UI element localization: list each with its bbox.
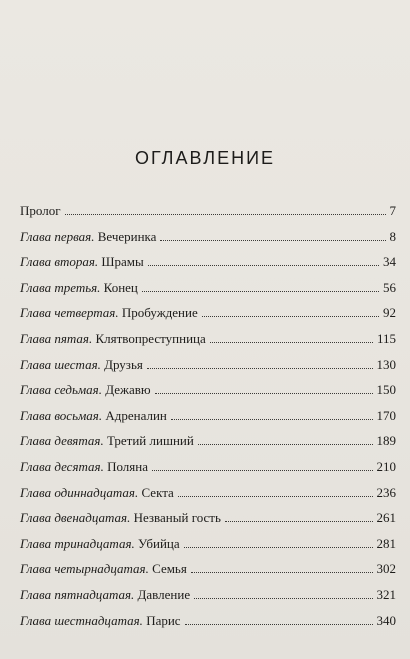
dot-leader xyxy=(142,291,379,292)
toc-entry xyxy=(20,459,396,485)
chapter-number: Глава пятнадцатая. xyxy=(20,586,135,602)
chapter-number: Глава тринадцатая. xyxy=(20,535,135,551)
chapter-number: Глава третья. xyxy=(20,279,101,295)
dot-leader xyxy=(198,444,373,445)
dot-leader xyxy=(147,368,373,369)
page-number: 302 xyxy=(376,561,396,577)
chapter-title: Поляна xyxy=(107,458,148,474)
chapter-number: Глава пятая. xyxy=(20,330,93,346)
toc-entry xyxy=(20,203,396,229)
chapter-title: Адреналин xyxy=(105,407,167,423)
table-of-contents xyxy=(20,203,396,638)
chapter-title: Дежавю xyxy=(105,382,151,398)
page-number: 115 xyxy=(376,330,396,346)
chapter-number: Глава четырнадцатая. xyxy=(20,561,149,577)
chapter-number: Глава двенадцатая. xyxy=(20,510,131,526)
toc-entry xyxy=(20,254,396,280)
chapter-title: Друзья xyxy=(104,356,143,372)
page-number: 170 xyxy=(376,407,396,423)
chapter-number: Глава первая. xyxy=(20,228,95,244)
chapter-title: Семья xyxy=(152,561,187,577)
chapter-title: Секта xyxy=(141,484,174,500)
chapter-title: Убийца xyxy=(138,535,180,551)
toc-entry xyxy=(20,357,396,383)
page-number: 321 xyxy=(376,586,396,602)
page-number: 236 xyxy=(376,484,396,500)
chapter-title: Шрамы xyxy=(101,254,144,270)
toc-entry xyxy=(20,331,396,357)
page-number: 34 xyxy=(383,254,396,270)
chapter-title: Третий лишний xyxy=(106,433,194,449)
dot-leader xyxy=(194,598,372,599)
chapter-title: Давление xyxy=(137,586,191,602)
chapter-number: Глава девятая. xyxy=(20,433,104,449)
chapter-title: Вечеринка xyxy=(97,228,157,244)
chapter-number: Глава шестая. xyxy=(20,356,101,372)
chapter-title: Конец xyxy=(103,279,138,295)
dot-leader xyxy=(65,214,386,215)
toc-entry xyxy=(20,408,396,434)
dot-leader xyxy=(155,393,373,394)
chapter-title: Парис xyxy=(146,612,181,628)
chapter-number: Глава шестнадцатая. xyxy=(20,612,143,628)
dot-leader xyxy=(191,572,373,573)
chapter-number: Глава вторая. xyxy=(20,254,99,270)
toc-entry xyxy=(20,382,396,408)
page-number: 7 xyxy=(389,203,396,218)
page-number: 8 xyxy=(389,228,396,244)
chapter-title: Клятвопреступница xyxy=(95,330,206,346)
dot-leader xyxy=(185,624,373,625)
dot-leader xyxy=(148,265,379,266)
chapter-title: Пробуждение xyxy=(121,305,198,321)
dot-leader xyxy=(152,470,373,471)
dot-leader xyxy=(225,521,373,522)
toc-entry xyxy=(20,280,396,306)
page-number: 340 xyxy=(376,612,396,628)
dot-leader xyxy=(210,342,373,343)
page-title: ОГЛАВЛЕНИЕ xyxy=(134,148,276,168)
page-number: 281 xyxy=(376,535,396,551)
toc-entry xyxy=(20,229,396,255)
page-number: 56 xyxy=(383,279,396,295)
chapter-number: Глава восьмая. xyxy=(20,407,103,423)
chapter-title: Пролог xyxy=(20,203,61,218)
toc-entry xyxy=(20,613,396,639)
chapter-number: Глава четвертая. xyxy=(20,305,119,321)
dot-leader xyxy=(171,419,373,420)
dot-leader xyxy=(184,547,373,548)
dot-leader xyxy=(202,316,379,317)
toc-entry xyxy=(20,305,396,331)
show-through-background xyxy=(0,0,410,200)
toc-entry xyxy=(20,485,396,511)
chapter-number: Глава седьмая. xyxy=(20,382,102,398)
toc-entry xyxy=(20,536,396,562)
toc-entry xyxy=(20,433,396,459)
page-number: 189 xyxy=(376,433,396,449)
dot-leader xyxy=(160,240,385,241)
toc-entry xyxy=(20,587,396,613)
page-number: 210 xyxy=(376,458,396,474)
page-number: 261 xyxy=(376,510,396,526)
chapter-title: Незваный гость xyxy=(133,510,221,526)
page-number: 130 xyxy=(376,356,396,372)
toc-entry xyxy=(20,561,396,587)
chapter-number: Глава одиннадцатая. xyxy=(20,484,139,500)
page-number: 150 xyxy=(376,382,396,398)
dot-leader xyxy=(178,496,373,497)
page-number: 92 xyxy=(383,305,396,321)
toc-entry xyxy=(20,510,396,536)
chapter-number: Глава десятая. xyxy=(20,458,104,474)
